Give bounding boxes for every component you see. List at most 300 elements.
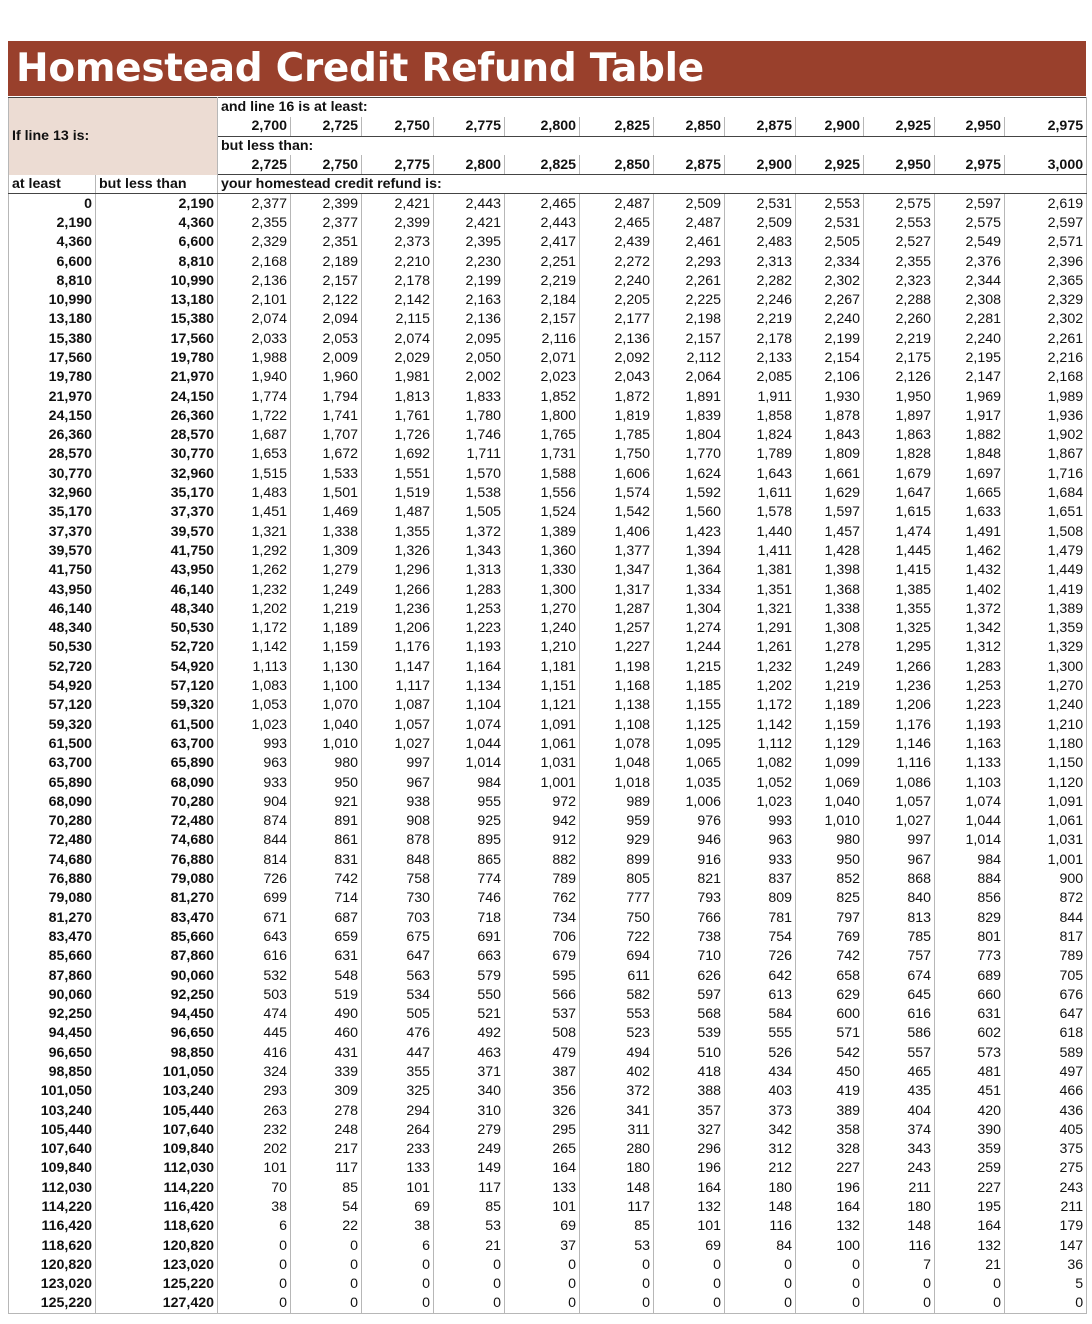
refund-cell: 963 <box>725 831 796 850</box>
refund-cell: 1,936 <box>1005 406 1087 425</box>
refund-cell: 616 <box>864 1004 935 1023</box>
refund-cell: 1,035 <box>654 773 725 792</box>
refund-cell: 1,193 <box>935 715 1005 734</box>
at-least-header: at least <box>9 175 96 194</box>
line13-less-than-cell: 39,570 <box>96 522 218 541</box>
refund-cell: 1,240 <box>1005 696 1087 715</box>
refund-cell: 1,099 <box>796 754 864 773</box>
refund-cell: 942 <box>505 811 580 830</box>
refund-cell: 357 <box>654 1101 725 1120</box>
line13-at-least-cell: 30,770 <box>9 464 96 483</box>
line13-less-than-cell: 81,270 <box>96 889 218 908</box>
line13-at-least-cell: 13,180 <box>9 310 96 329</box>
refund-cell: 2,377 <box>291 213 362 232</box>
refund-cell: 293 <box>218 1082 291 1101</box>
refund-cell: 1,249 <box>291 580 362 599</box>
refund-cell: 1,950 <box>864 387 935 406</box>
refund-cell: 356 <box>505 1082 580 1101</box>
line13-less-than-cell: 35,170 <box>96 483 218 502</box>
refund-cell: 878 <box>362 831 434 850</box>
refund-cell: 1,726 <box>362 426 434 445</box>
refund-cell: 1,176 <box>864 715 935 734</box>
refund-cell: 1,206 <box>864 696 935 715</box>
refund-cell: 573 <box>935 1043 1005 1062</box>
refund-cell: 2,219 <box>505 271 580 290</box>
table-row <box>9 194 1087 213</box>
refund-cell: 117 <box>291 1159 362 1178</box>
refund-header: your homestead credit refund is: <box>218 175 1087 194</box>
refund-cell: 539 <box>654 1024 725 1043</box>
line13-less-than-cell: 59,320 <box>96 696 218 715</box>
refund-cell: 2,487 <box>580 194 654 213</box>
refund-cell: 1,722 <box>218 406 291 425</box>
refund-cell: 750 <box>580 908 654 927</box>
refund-cell: 595 <box>505 966 580 985</box>
refund-cell: 1,210 <box>505 638 580 657</box>
refund-cell: 0 <box>218 1255 291 1274</box>
table-row <box>9 869 1087 888</box>
refund-cell: 2,199 <box>796 329 864 348</box>
refund-cell: 789 <box>1005 947 1087 966</box>
table-row <box>9 387 1087 406</box>
refund-cell: 1,130 <box>291 657 362 676</box>
refund-cell: 341 <box>580 1101 654 1120</box>
table-row <box>9 541 1087 560</box>
refund-cell: 387 <box>505 1062 580 1081</box>
refund-cell: 463 <box>434 1043 505 1062</box>
line13-less-than-cell: 103,240 <box>96 1082 218 1101</box>
table-row <box>9 1255 1087 1274</box>
refund-cell: 2,575 <box>935 213 1005 232</box>
refund-cell: 294 <box>362 1101 434 1120</box>
refund-cell: 0 <box>434 1275 505 1294</box>
refund-cell: 2,267 <box>796 290 864 309</box>
table-row <box>9 368 1087 387</box>
line13-less-than-cell: 83,470 <box>96 908 218 927</box>
refund-cell: 613 <box>725 985 796 1004</box>
refund-cell: 831 <box>291 850 362 869</box>
refund-cell: 586 <box>864 1024 935 1043</box>
refund-cell: 1,159 <box>796 715 864 734</box>
refund-cell: 1,270 <box>505 599 580 618</box>
refund-cell: 1,279 <box>291 561 362 580</box>
refund-cell: 852 <box>796 869 864 888</box>
refund-cell: 1,483 <box>218 483 291 502</box>
refund-cell: 1,785 <box>580 426 654 445</box>
line13-at-least-cell: 83,470 <box>9 927 96 946</box>
refund-cell: 1,150 <box>1005 754 1087 773</box>
refund-cell: 1,202 <box>725 676 796 695</box>
refund-cell: 243 <box>1005 1178 1087 1197</box>
refund-cell: 1,524 <box>505 503 580 522</box>
line16-at-least-value: 2,775 <box>434 117 505 136</box>
refund-cell: 769 <box>796 927 864 946</box>
refund-cell: 0 <box>1005 1294 1087 1313</box>
refund-cell: 997 <box>362 754 434 773</box>
refund-cell: 2,483 <box>725 233 796 252</box>
line13-at-least-cell: 41,750 <box>9 561 96 580</box>
refund-cell: 1,911 <box>725 387 796 406</box>
refund-cell: 742 <box>291 869 362 888</box>
line16-at-least-value: 2,800 <box>505 117 580 136</box>
refund-cell: 1,651 <box>1005 503 1087 522</box>
refund-cell: 1,533 <box>291 464 362 483</box>
line13-less-than-cell: 125,220 <box>96 1275 218 1294</box>
refund-cell: 2,094 <box>291 310 362 329</box>
refund-cell: 2,597 <box>1005 213 1087 232</box>
refund-cell: 1,074 <box>434 715 505 734</box>
refund-cell: 1,189 <box>291 619 362 638</box>
line13-less-than-cell: 79,080 <box>96 869 218 888</box>
refund-cell: 1,372 <box>935 599 1005 618</box>
line13-less-than-cell: 85,660 <box>96 927 218 946</box>
refund-cell: 1,697 <box>935 464 1005 483</box>
refund-cell: 929 <box>580 831 654 850</box>
refund-cell: 0 <box>796 1255 864 1274</box>
refund-cell: 1,129 <box>796 734 864 753</box>
refund-cell: 1,858 <box>725 406 796 425</box>
refund-cell: 264 <box>362 1120 434 1139</box>
refund-cell: 687 <box>291 908 362 927</box>
refund-cell: 2,355 <box>864 252 935 271</box>
refund-cell: 848 <box>362 850 434 869</box>
table-row <box>9 657 1087 676</box>
refund-cell: 1,389 <box>1005 599 1087 618</box>
refund-cell: 1,406 <box>580 522 654 541</box>
line13-less-than-cell: 72,480 <box>96 811 218 830</box>
refund-cell: 837 <box>725 869 796 888</box>
refund-cell: 967 <box>864 850 935 869</box>
refund-cell: 730 <box>362 889 434 908</box>
refund-cell: 844 <box>1005 908 1087 927</box>
line13-at-least-cell: 0 <box>9 194 96 213</box>
refund-cell: 0 <box>218 1294 291 1313</box>
line16-less-than-value: 2,725 <box>218 155 291 174</box>
line13-less-than-cell: 118,620 <box>96 1217 218 1236</box>
refund-cell: 916 <box>654 850 725 869</box>
refund-cell: 899 <box>580 850 654 869</box>
refund-cell: 309 <box>291 1082 362 1101</box>
refund-cell: 872 <box>1005 889 1087 908</box>
refund-cell: 447 <box>362 1043 434 1062</box>
refund-cell: 1,574 <box>580 483 654 502</box>
line13-at-least-cell: 21,970 <box>9 387 96 406</box>
line16-less-than-value: 2,800 <box>434 155 505 174</box>
refund-cell: 326 <box>505 1101 580 1120</box>
refund-cell: 0 <box>725 1255 796 1274</box>
refund-cell: 116 <box>864 1236 935 1255</box>
refund-cell: 1,074 <box>935 792 1005 811</box>
refund-cell: 726 <box>725 947 796 966</box>
refund-cell: 773 <box>935 947 1005 966</box>
table-row <box>9 1236 1087 1255</box>
table-row <box>9 252 1087 271</box>
refund-cell: 476 <box>362 1024 434 1043</box>
line13-less-than-cell: 63,700 <box>96 734 218 753</box>
refund-cell: 2,199 <box>434 271 505 290</box>
refund-cell: 1,672 <box>291 445 362 464</box>
refund-cell: 1,031 <box>505 754 580 773</box>
refund-cell: 1,291 <box>725 619 796 638</box>
refund-cell: 101 <box>218 1159 291 1178</box>
refund-cell: 196 <box>796 1178 864 1197</box>
refund-cell: 984 <box>434 773 505 792</box>
refund-cell: 243 <box>864 1159 935 1178</box>
refund-cell: 402 <box>580 1062 654 1081</box>
refund-cell: 2,219 <box>725 310 796 329</box>
refund-cell: 1,440 <box>725 522 796 541</box>
refund-cell: 1,104 <box>434 696 505 715</box>
refund-cell: 355 <box>362 1062 434 1081</box>
table-row <box>9 715 1087 734</box>
refund-cell: 436 <box>1005 1101 1087 1120</box>
refund-cell: 508 <box>505 1024 580 1043</box>
refund-cell: 1,023 <box>725 792 796 811</box>
refund-cell: 2,126 <box>864 368 935 387</box>
refund-cell: 1,112 <box>725 734 796 753</box>
table-row <box>9 290 1087 309</box>
refund-cell: 1,180 <box>1005 734 1087 753</box>
refund-cell: 510 <box>654 1043 725 1062</box>
line13-less-than-cell: 105,440 <box>96 1101 218 1120</box>
line13-at-least-cell: 109,840 <box>9 1159 96 1178</box>
line13-less-than-cell: 50,530 <box>96 619 218 638</box>
line13-less-than-cell: 15,380 <box>96 310 218 329</box>
table-row <box>9 233 1087 252</box>
line13-at-least-cell: 79,080 <box>9 889 96 908</box>
refund-cell: 616 <box>218 947 291 966</box>
refund-cell: 2,619 <box>1005 194 1087 213</box>
refund-cell: 1,313 <box>434 561 505 580</box>
refund-cell: 2,465 <box>505 194 580 213</box>
line13-at-least-cell: 61,500 <box>9 734 96 753</box>
refund-cell: 2,465 <box>580 213 654 232</box>
line13-at-least-cell: 63,700 <box>9 754 96 773</box>
line13-at-least-cell: 24,150 <box>9 406 96 425</box>
refund-cell: 1,343 <box>434 541 505 560</box>
refund-cell: 781 <box>725 908 796 927</box>
refund-cell: 1,487 <box>362 503 434 522</box>
refund-cell: 1,462 <box>935 541 1005 560</box>
refund-cell: 1,551 <box>362 464 434 483</box>
refund-cell: 2,133 <box>725 348 796 367</box>
refund-cell: 2,365 <box>1005 271 1087 290</box>
refund-cell: 1,684 <box>1005 483 1087 502</box>
refund-cell: 1,261 <box>725 638 796 657</box>
refund-cell: 817 <box>1005 927 1087 946</box>
table-row <box>9 580 1087 599</box>
line13-less-than-cell: 109,840 <box>96 1140 218 1159</box>
refund-cell: 2,095 <box>434 329 505 348</box>
line13-at-least-cell: 8,810 <box>9 271 96 290</box>
refund-cell: 582 <box>580 985 654 1004</box>
refund-cell: 1,198 <box>580 657 654 676</box>
refund-cell: 0 <box>654 1275 725 1294</box>
line13-less-than-cell: 116,420 <box>96 1197 218 1216</box>
refund-cell: 327 <box>654 1120 725 1139</box>
line13-less-than-cell: 43,950 <box>96 561 218 580</box>
table-row <box>9 561 1087 580</box>
refund-cell: 1,052 <box>725 773 796 792</box>
refund-cell: 1,257 <box>580 619 654 638</box>
refund-cell: 1,647 <box>864 483 935 502</box>
refund-table <box>8 97 1087 1314</box>
refund-cell: 699 <box>218 889 291 908</box>
refund-cell: 694 <box>580 947 654 966</box>
refund-cell: 1,001 <box>1005 850 1087 869</box>
refund-cell: 1,113 <box>218 657 291 676</box>
refund-cell: 2,417 <box>505 233 580 252</box>
refund-cell: 526 <box>725 1043 796 1062</box>
refund-cell: 785 <box>864 927 935 946</box>
refund-cell: 2,395 <box>434 233 505 252</box>
refund-cell: 21 <box>434 1236 505 1255</box>
refund-cell: 0 <box>796 1275 864 1294</box>
refund-cell: 324 <box>218 1062 291 1081</box>
refund-cell: 375 <box>1005 1140 1087 1159</box>
refund-cell: 689 <box>935 966 1005 985</box>
refund-cell: 1,508 <box>1005 522 1087 541</box>
refund-cell: 1,960 <box>291 368 362 387</box>
refund-cell: 1,334 <box>654 580 725 599</box>
refund-cell: 84 <box>725 1236 796 1255</box>
refund-cell: 1,342 <box>935 619 1005 638</box>
refund-cell: 1,800 <box>505 406 580 425</box>
line13-at-least-cell: 28,570 <box>9 445 96 464</box>
refund-cell: 542 <box>796 1043 864 1062</box>
table-row <box>9 522 1087 541</box>
refund-cell: 0 <box>864 1275 935 1294</box>
refund-cell: 645 <box>864 985 935 1004</box>
refund-cell: 2,154 <box>796 348 864 367</box>
refund-cell: 6 <box>218 1217 291 1236</box>
line13-at-least-cell: 43,950 <box>9 580 96 599</box>
refund-cell: 343 <box>864 1140 935 1159</box>
line16-at-least-value: 2,700 <box>218 117 291 136</box>
line16-less-than-label: but less than: <box>218 136 1087 155</box>
refund-cell: 1,163 <box>935 734 1005 753</box>
refund-cell: 233 <box>362 1140 434 1159</box>
refund-cell: 2,323 <box>864 271 935 290</box>
refund-cell: 1,057 <box>864 792 935 811</box>
refund-cell: 101 <box>654 1217 725 1236</box>
refund-cell: 85 <box>580 1217 654 1236</box>
refund-cell: 2,246 <box>725 290 796 309</box>
refund-cell: 371 <box>434 1062 505 1081</box>
refund-cell: 497 <box>1005 1062 1087 1081</box>
line13-less-than-cell: 70,280 <box>96 792 218 811</box>
line13-less-than-cell: 114,220 <box>96 1178 218 1197</box>
refund-cell: 631 <box>935 1004 1005 1023</box>
refund-cell: 865 <box>434 850 505 869</box>
refund-cell: 2,163 <box>434 290 505 309</box>
refund-cell: 523 <box>580 1024 654 1043</box>
line13-at-least-cell: 46,140 <box>9 599 96 618</box>
refund-cell: 959 <box>580 811 654 830</box>
table-row <box>9 1082 1087 1101</box>
refund-cell: 1,266 <box>864 657 935 676</box>
line13-at-least-cell: 98,850 <box>9 1062 96 1081</box>
table-row <box>9 1101 1087 1120</box>
refund-cell: 1,902 <box>1005 426 1087 445</box>
refund-cell: 2,157 <box>654 329 725 348</box>
refund-cell: 1,040 <box>291 715 362 734</box>
refund-cell: 1,172 <box>725 696 796 715</box>
refund-cell: 742 <box>796 947 864 966</box>
refund-cell: 1,839 <box>654 406 725 425</box>
refund-cell: 2,344 <box>935 271 1005 290</box>
line13-less-than-cell: 13,180 <box>96 290 218 309</box>
refund-cell: 390 <box>935 1120 1005 1139</box>
table-row <box>9 1178 1087 1197</box>
refund-cell: 1,240 <box>505 619 580 638</box>
refund-cell: 1,121 <box>505 696 580 715</box>
refund-cell: 1,249 <box>796 657 864 676</box>
refund-cell: 36 <box>1005 1255 1087 1274</box>
refund-cell: 1,415 <box>864 561 935 580</box>
table-row <box>9 734 1087 753</box>
refund-cell: 2,168 <box>218 252 291 271</box>
refund-cell: 69 <box>362 1197 434 1216</box>
refund-cell: 519 <box>291 985 362 1004</box>
refund-cell: 1,210 <box>1005 715 1087 734</box>
refund-cell: 217 <box>291 1140 362 1159</box>
refund-cell: 388 <box>654 1082 725 1101</box>
refund-cell: 933 <box>218 773 291 792</box>
refund-cell: 0 <box>654 1255 725 1274</box>
line13-at-least-cell: 4,360 <box>9 233 96 252</box>
refund-cell: 1,843 <box>796 426 864 445</box>
refund-cell: 1,360 <box>505 541 580 560</box>
refund-cell: 148 <box>580 1178 654 1197</box>
refund-cell: 0 <box>505 1255 580 1274</box>
refund-cell: 101 <box>505 1197 580 1216</box>
line13-at-least-cell: 37,370 <box>9 522 96 541</box>
refund-cell: 1,147 <box>362 657 434 676</box>
refund-cell: 1,232 <box>725 657 796 676</box>
refund-cell: 814 <box>218 850 291 869</box>
refund-cell: 116 <box>725 1217 796 1236</box>
refund-cell: 503 <box>218 985 291 1004</box>
refund-cell: 404 <box>864 1101 935 1120</box>
line13-less-than-cell: 2,190 <box>96 194 218 213</box>
refund-cell: 1,023 <box>218 715 291 734</box>
line13-at-least-cell: 112,030 <box>9 1178 96 1197</box>
refund-cell: 1,253 <box>434 599 505 618</box>
refund-cell: 555 <box>725 1024 796 1043</box>
refund-cell: 1,103 <box>935 773 1005 792</box>
refund-cell: 227 <box>935 1178 1005 1197</box>
line13-less-than-cell: 120,820 <box>96 1236 218 1255</box>
refund-cell: 1,538 <box>434 483 505 502</box>
refund-cell: 1,308 <box>796 619 864 638</box>
table-row <box>9 406 1087 425</box>
refund-cell: 1,809 <box>796 445 864 464</box>
refund-cell: 950 <box>796 850 864 869</box>
line13-at-least-cell: 90,060 <box>9 985 96 1004</box>
line16-less-than-value: 2,875 <box>654 155 725 174</box>
refund-cell: 389 <box>796 1101 864 1120</box>
line13-at-least-cell: 39,570 <box>9 541 96 560</box>
refund-cell: 1,018 <box>580 773 654 792</box>
line13-at-least-cell: 59,320 <box>9 715 96 734</box>
refund-cell: 0 <box>434 1294 505 1313</box>
line13-at-least-cell: 48,340 <box>9 619 96 638</box>
refund-cell: 340 <box>434 1082 505 1101</box>
line13-less-than-cell: 127,420 <box>96 1294 218 1313</box>
refund-cell: 2,260 <box>864 310 935 329</box>
refund-cell: 259 <box>935 1159 1005 1178</box>
